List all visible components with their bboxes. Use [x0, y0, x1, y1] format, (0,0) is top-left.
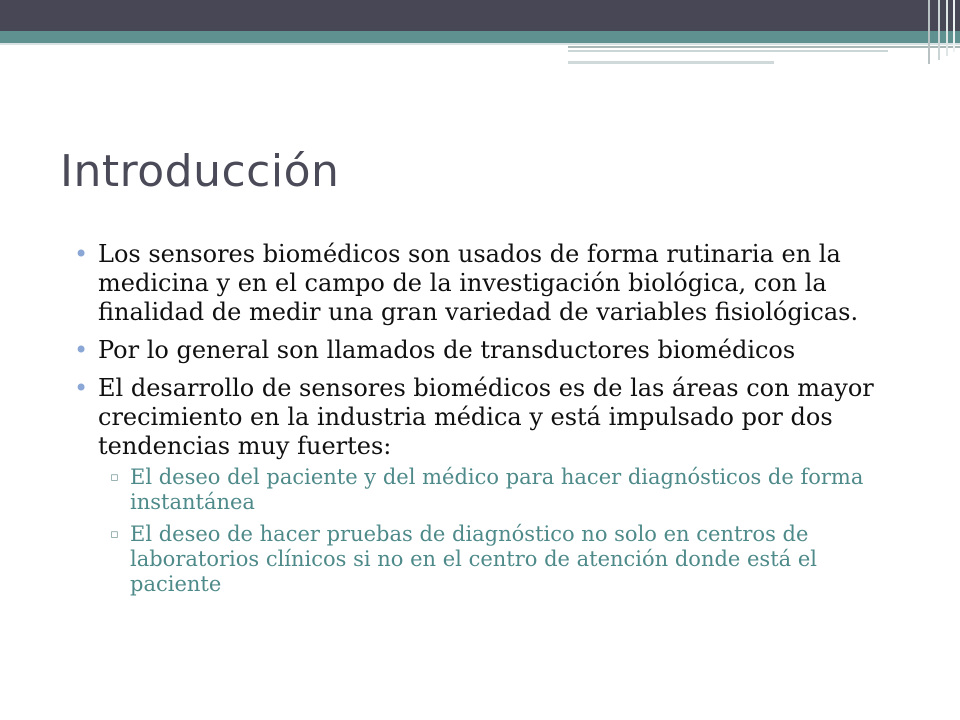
- bullet-icon: •: [74, 336, 89, 364]
- header-bar-teal: [0, 31, 960, 43]
- sub-bullet-icon: ▫: [110, 470, 119, 485]
- header-bar-dark: [0, 0, 960, 31]
- bullet-text: El desarrollo de sensores biomédicos es de las áreas con mayor crecimiento en la industria médica y está impulsado por dos tendencias muy fuertes:: [98, 374, 874, 460]
- bullet-text: Los sensores biomédicos son usados de forma rutinaria en la medicina y en el campo de la investigación biológica, con la finalidad de medir una gran variedad de variables fisiológicas.: [98, 240, 859, 326]
- sub-bullet-item: [98, 522, 914, 597]
- sub-bullet-item: [98, 465, 914, 515]
- header-edge-stripe: [946, 0, 948, 56]
- header-edge-stripe: [928, 0, 930, 64]
- bullet-item: [74, 336, 914, 365]
- header-line: [568, 61, 774, 64]
- sub-bullet-text: El deseo de hacer pruebas de diagnóstico no solo en centros de laboratorios clínicos si no en el centro de atención donde está el paciente: [130, 522, 817, 596]
- bullet-item: [74, 374, 914, 597]
- slide-title: Introducción: [60, 146, 340, 197]
- bullet-text: Por lo general son llamados de transductores biomédicos: [98, 336, 796, 364]
- header-edge-stripe: [953, 0, 955, 52]
- bullet-icon: •: [74, 240, 89, 268]
- header-line: [568, 50, 888, 52]
- header-line: [0, 43, 960, 45]
- bullet-icon: •: [74, 374, 89, 402]
- header-edge-stripe: [938, 0, 940, 60]
- sub-bullet-list: [98, 465, 914, 597]
- sub-bullet-icon: ▫: [110, 527, 119, 542]
- header-line: [568, 46, 960, 48]
- sub-bullet-text: El deseo del paciente y del médico para hacer diagnósticos de forma instantánea: [130, 465, 864, 514]
- bullet-item: [74, 240, 914, 327]
- bullet-list: [74, 240, 914, 606]
